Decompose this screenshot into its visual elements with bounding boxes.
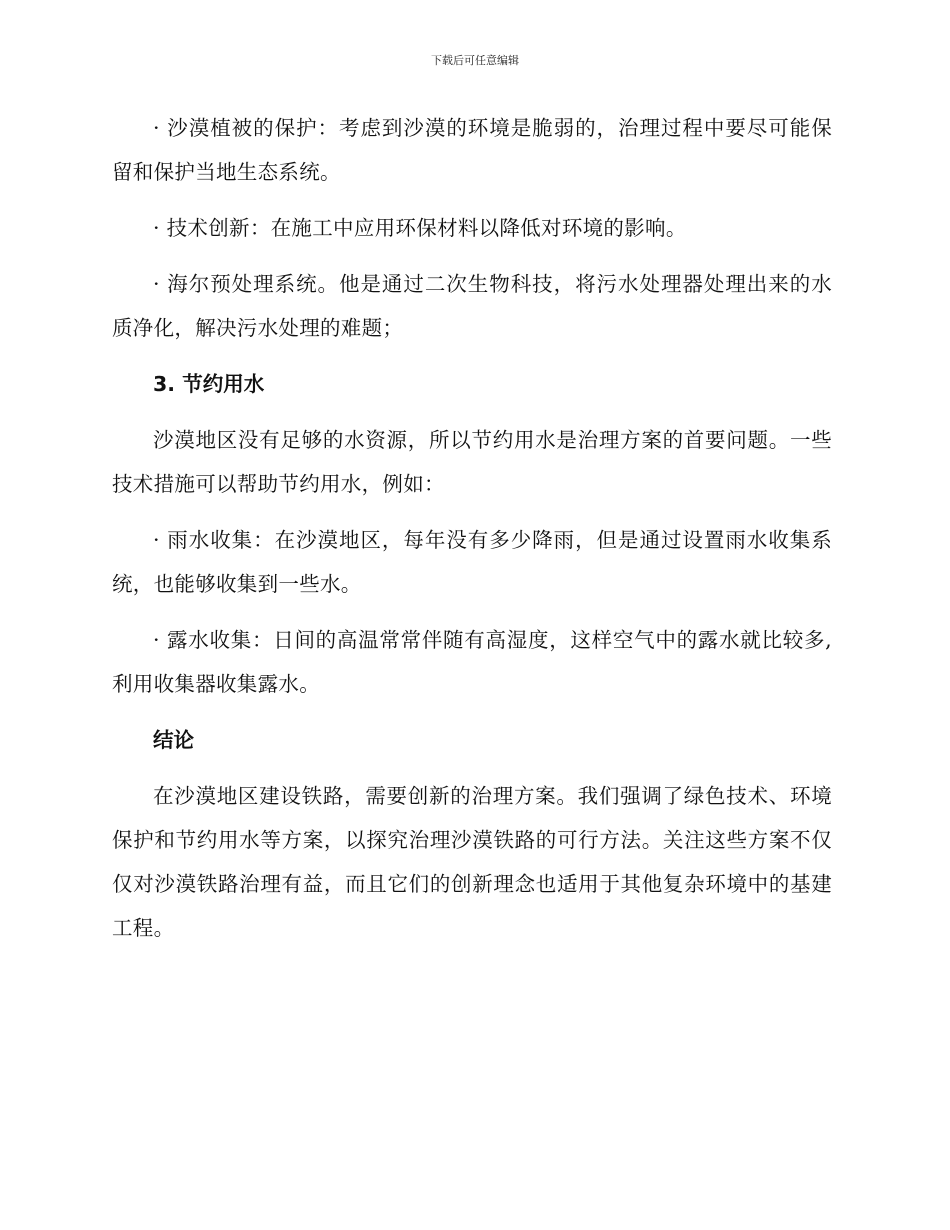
page-header: 下载后可任意编辑	[431, 54, 519, 67]
bullet-haier-pretreatment: · 海尔预处理系统。他是通过二次生物科技，将污水处理器处理出来的水质净化，解决污水处理的难题；	[112, 272, 832, 340]
paragraph-water-saving-intro: 沙漠地区没有足够的水资源，所以节约用水是治理方案的首要问题。一些技术措施可以帮助节约用水，例如：	[112, 428, 832, 496]
section-heading-conclusion: 结论	[153, 728, 194, 752]
section-heading-water-saving: 3. 节约用水	[153, 372, 265, 396]
document-body	[112, 106, 832, 962]
bullet-vegetation-protection: · 沙漠植被的保护：考虑到沙漠的环境是脆弱的，治理过程中要尽可能保留和保护当地生态系统。	[112, 116, 832, 184]
bullet-rainwater-collection: · 雨水收集：在沙漠地区，每年没有多少降雨，但是通过设置雨水收集系统，也能够收集到一些水。	[112, 528, 832, 596]
bullet-dew-collection: · 露水收集：日间的高温常常伴随有高湿度，这样空气中的露水就比较多,利用收集器收集露水。	[112, 628, 832, 696]
bullet-technology-innovation: · 技术创新：在施工中应用环保材料以降低对环境的影响。	[153, 216, 687, 240]
paragraph-conclusion: 在沙漠地区建设铁路，需要创新的治理方案。我们强调了绿色技术、环境保护和节约用水等方案，以探究治理沙漠铁路的可行方法。关注这些方案不仅仅对沙漠铁路治理有益，而且它们的创新理念也适用于其他复杂环境中的基建工程。	[112, 784, 832, 940]
